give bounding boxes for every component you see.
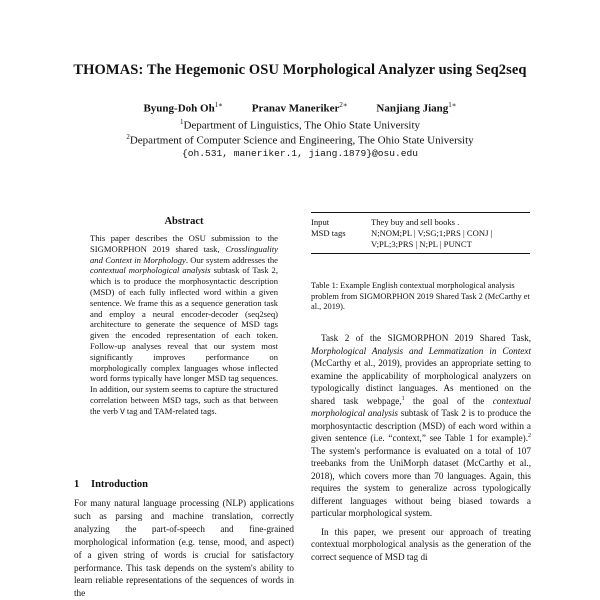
table-caption: Table 1: Example English contextual morphological analysis problem from SIGMORPHON 2019 Shared Task 2 (McCarthy et al., 2019). [311,281,530,312]
table-row-value: N;NOM;PL | V;SG;1;PRS | CONJ | V;PL;3;PRS | N;PL | PUNCT [371,228,493,249]
author-emails: {oh.531, maneriker.1, jiang.1879}@osu.edu [181,148,419,159]
author-name: Pranav Maneriker [251,102,340,115]
section-title: Introduction [91,479,148,490]
abstract-subtask-name: contextual morphological analysis [90,265,211,276]
affiliation-text: Department of Linguistics, The Ohio State University [183,119,421,132]
abstract-heading: Abstract [164,216,204,227]
text-run: The system's performance is evaluated on a total of 107 treebanks from the UniMorph dataset (McCarthy et al., 2018), which covers more than 70 languages. Again, this requires the system to generalize across typologically different languages without being biased towards a particular morphological system. [311,445,531,518]
paragraph: In this paper, we present our approach of treating contextual morphological analysis as the generation of the correct sequence of MSD tag di [311,526,531,562]
table-row [311,217,530,228]
abstract-text-run: . Our system addresses the [185,254,278,265]
introduction-text: For many natural language processing (NLP) applications such as parsing and machine translation, correctly analyzing the part-of-speech and fine-grained morphological information (e.g. tense, mood, and aspect) of a given string of words is crucial for satisfactory performance. This task depends on the system's ability to learn reliable representations of the sequences of words in the [74,498,294,599]
author-oh [143,101,223,115]
table-row-value: They buy and sell books . [371,217,460,227]
footnote-marker: 2 [528,432,531,439]
author-list [0,101,600,115]
affiliation-marker: 1 [179,118,184,126]
section-number: 1 [74,479,80,490]
example-table [311,212,530,254]
shared-task-name: Morphological Analysis and Lemmatization in Context [311,345,531,356]
introduction-heading [74,479,148,490]
right-column-text [311,332,531,563]
table-row-label: Input [311,217,330,227]
table-row-label: MSD tags [311,228,346,238]
text-run: (McCarthy et al., 2019), provides an appropriate setting to examine the applicability of morphological analyzers on typologically distinct languages. As mentioned on the shared task webpage, [311,358,531,406]
affiliation-cse [0,133,600,147]
text-run: subtask of Task 2 is to produce the morphosyntactic description (MSD) of each word within a given sentence (i.e. “context,” see Table 1 for example). [311,408,532,443]
author-affiliation-marker: 1∗ [214,101,223,109]
text-run: the goal of the [404,395,493,406]
affiliation-text: Department of Computer Science and Engineering, The Ohio State University [129,134,474,147]
author-affiliation-marker: 2∗ [339,101,348,109]
author-name: Nanjiang Jiang [376,102,449,115]
text-run: Task 2 of the SIGMORPHON 2019 Shared Task, [321,333,531,343]
affiliation-marker: 2 [126,133,130,141]
abstract-text-run: subtask of Task 2, which is to produce the morphosyntactic description (MSD) of each fully inflected word within a given sentence. We frame this as a sequence generation task and employ a neural encoder-decoder (seq2seq) architecture to generate the sequence of MSD tags given the encoded representation of each token. Follow-up analyses reveal that our system most significantly improves performance on morphologically complex languages whose inflected word forms typically have longer MSD tag sequences. In addition, our system seems to capture the structured correlation between MSD tags, such as that between the verb [90,265,278,416]
footnote-marker: 1 [401,395,405,402]
author-name: Byung-Doh Oh [143,102,215,115]
abstract-verb-tag: V [120,408,125,417]
author-affiliation-marker: 1∗ [448,101,457,109]
abstract-task-name: Crosslinguality and Context in Morphology [90,243,278,265]
subtask-name: contextual morphological analysis [311,395,531,418]
abstract-text [90,233,278,419]
affiliation-linguistics [0,118,600,132]
author-jiang [376,101,456,115]
table-row [311,228,530,250]
paper-title: THOMAS: The Hegemonic OSU Morphological Analyzer using Seq2seq [73,62,527,78]
author-maneriker [252,101,348,115]
paragraph [311,332,531,520]
abstract-text-run: This paper describes the OSU submission to the SIGMORPHON 2019 shared task, [90,233,278,254]
abstract-text-run: tag and TAM-related tags. [124,405,217,416]
